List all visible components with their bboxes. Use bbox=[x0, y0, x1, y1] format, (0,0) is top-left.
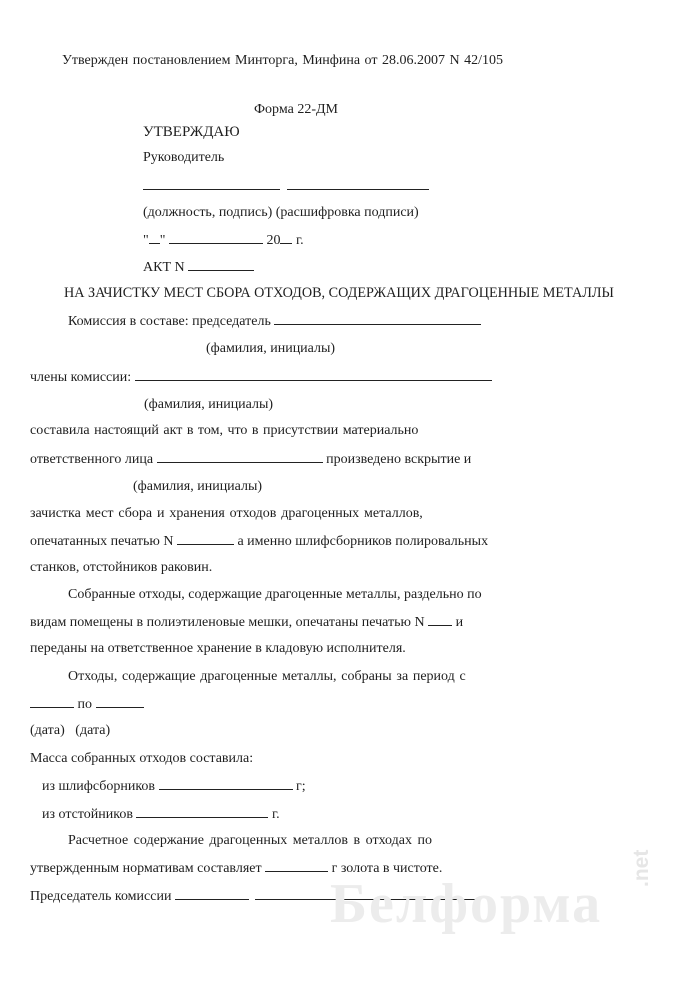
approval-date bbox=[143, 232, 304, 249]
paragraph-1-line-1: составила настоящий акт в том, что в присутствии материально bbox=[30, 423, 419, 438]
watermark-suffix: .net bbox=[630, 849, 653, 887]
grams-unit-1: г; bbox=[296, 779, 306, 794]
date-year: 20 bbox=[266, 233, 281, 248]
sinks-label: из отстойников bbox=[42, 807, 133, 822]
approval-note: Утвержден постановлением Минторга, Минфина от 28.06.2007 N 42/105 bbox=[62, 53, 503, 68]
paragraph-1-line-3: зачистка мест сбора и хранения отходов драгоценных металлов, bbox=[30, 506, 423, 521]
gold-text: г золота в чистоте. bbox=[331, 861, 443, 876]
mass-sinks-line bbox=[42, 806, 280, 823]
chairman-label: Председатель комиссии bbox=[30, 889, 172, 904]
members-name-caption: (фамилия, инициалы) bbox=[144, 397, 274, 412]
date-quote-close: " bbox=[159, 233, 166, 248]
bags-text: видам помещены в полиэтиленовые мешки, опечатаны печатью N bbox=[30, 615, 425, 630]
norms-text: утвержденным нормативам составляет bbox=[30, 861, 262, 876]
chair-name-caption: (фамилия, инициалы) bbox=[206, 341, 336, 356]
date-suffix: г. bbox=[292, 233, 304, 248]
members-label: члены комиссии: bbox=[30, 370, 132, 385]
seal-label: опечатанных печатью N bbox=[30, 534, 174, 549]
date-quote-open: " bbox=[143, 233, 149, 248]
period-date-captions: (дата) (дата) bbox=[30, 723, 111, 738]
paragraph-2-line-1: Собранные отходы, содержащие драгоценные металлы, раздельно по bbox=[68, 587, 482, 602]
paragraph-5-line-1: Расчетное содержание драгоценных металлов в отходах по bbox=[68, 833, 432, 848]
period-to-label: по bbox=[77, 697, 92, 712]
paragraph-1-line-5: станков, отстойников раковин. bbox=[30, 560, 213, 575]
watermark-brand: Белформа bbox=[330, 873, 603, 935]
members-line bbox=[30, 369, 492, 386]
paragraph-1-line-2 bbox=[30, 451, 471, 468]
paragraph-2-line-3: переданы на ответственное хранение в кладовую исполнителя. bbox=[30, 641, 406, 656]
document-title: НА ЗАЧИСТКУ МЕСТ СБОРА ОТХОДОВ, СОДЕРЖАЩИХ ДРАГОЦЕННЫЕ МЕТАЛЛЫ bbox=[64, 285, 614, 301]
responsible-name-caption: (фамилия, инициалы) bbox=[133, 479, 263, 494]
commission-label: Комиссия в составе: председатель bbox=[68, 314, 271, 329]
signature-lines bbox=[143, 178, 429, 195]
act-number bbox=[143, 259, 254, 276]
paragraph-1-line-4 bbox=[30, 533, 488, 550]
form-number: Форма 22-ДМ bbox=[254, 102, 338, 117]
act-label: АКТ N bbox=[143, 260, 185, 275]
responsible-person-label: ответственного лица bbox=[30, 452, 154, 467]
grams-unit-2: г. bbox=[271, 807, 280, 822]
period-line bbox=[30, 696, 144, 713]
grinders-text: а именно шлифсборников полировальных bbox=[237, 534, 489, 549]
and-text: и bbox=[455, 615, 464, 630]
commission-line bbox=[68, 313, 481, 330]
opening-text: произведено вскрытие и bbox=[326, 452, 472, 467]
mass-heading: Масса собранных отходов составила: bbox=[30, 751, 254, 766]
signature-caption: (должность, подпись) (расшифровка подписи) bbox=[143, 205, 419, 220]
paragraph-2-line-2 bbox=[30, 614, 463, 631]
grinders-label: из шлифсборников bbox=[42, 779, 156, 794]
mass-grinders-line bbox=[42, 778, 306, 795]
paragraph-3-line-1: Отходы, содержащие драгоценные металлы, собраны за период с bbox=[68, 669, 466, 684]
approve-heading: УТВЕРЖДАЮ bbox=[143, 124, 240, 140]
head-label: Руководитель bbox=[143, 150, 225, 165]
